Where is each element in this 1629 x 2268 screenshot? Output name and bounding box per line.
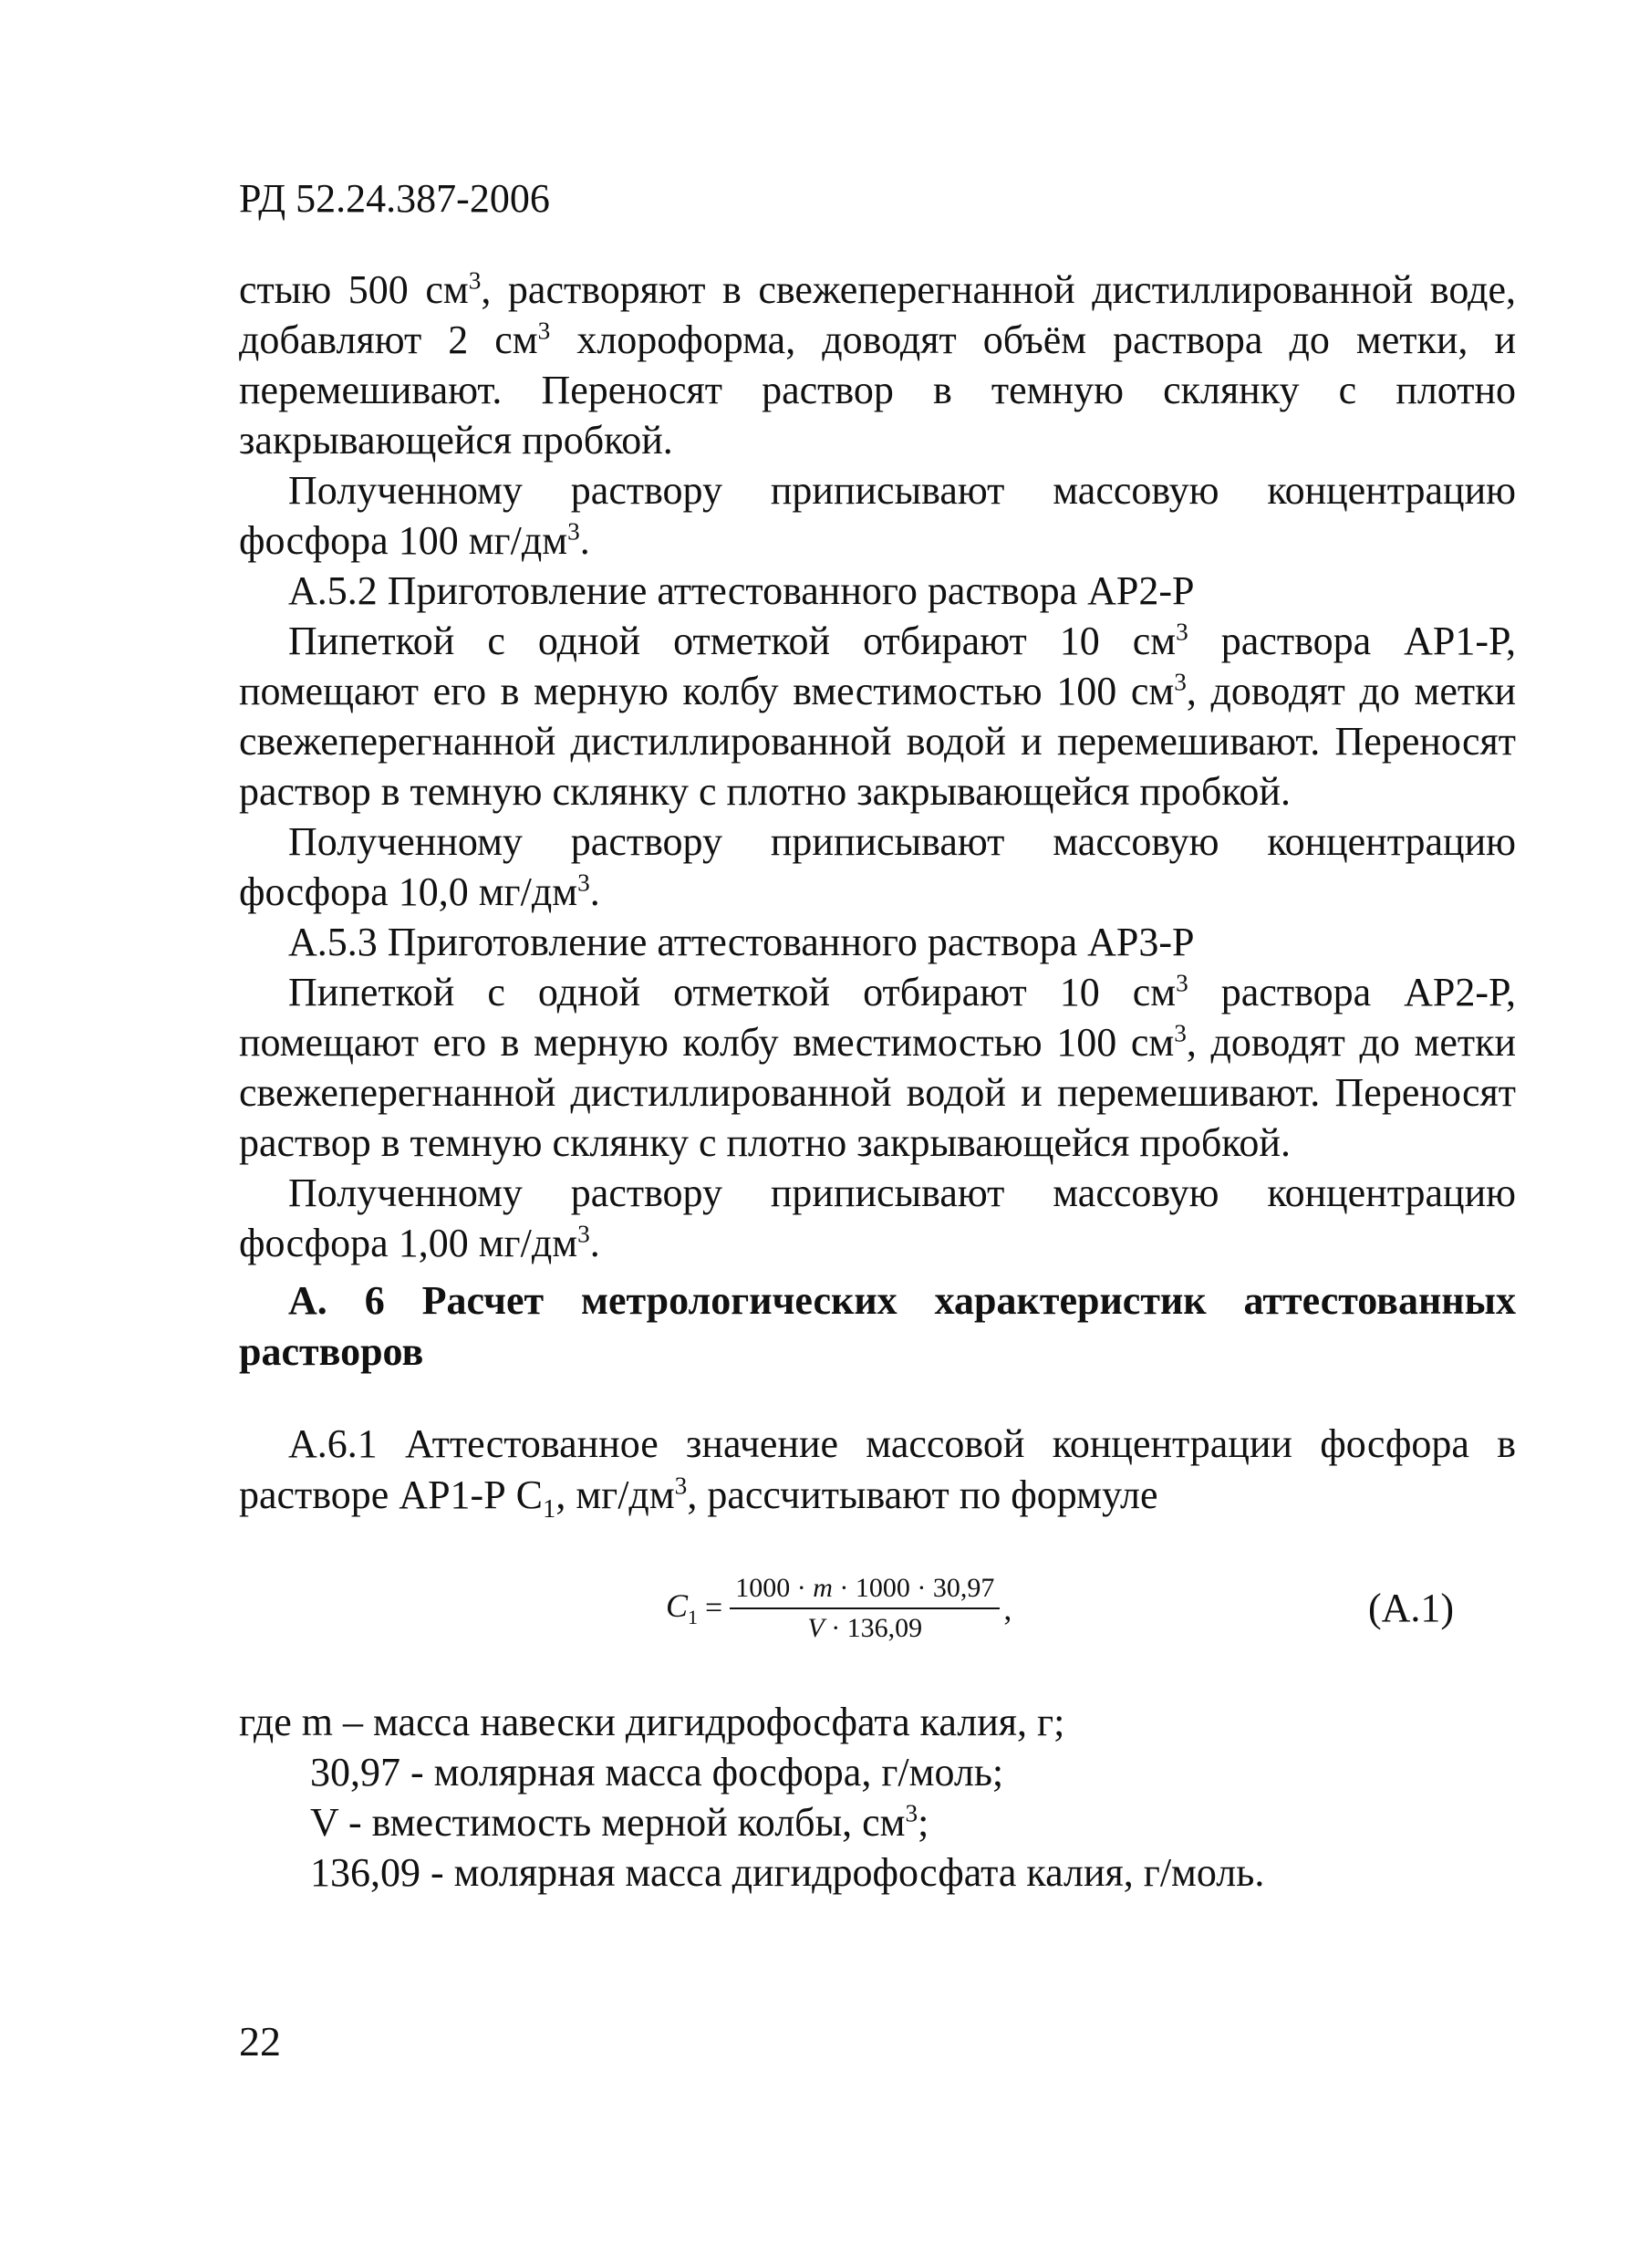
document-id: РД 52.24.387-2006 [239, 176, 550, 221]
paragraph-concentration-ar1: Полученному раствору приписывают массовую концентрацию фосфора 100 $мг/дм^3$. [239, 468, 1516, 563]
paragraph-a61: А.6.1 Аттестованное значение массовой концентрации фосфора в растворе АР1-Р $С_1$, $мг/дм^3$, рассчитывают по формуле [239, 1421, 1516, 1524]
formula-numerator: 1000 · m · 1000 · 30,97 [730, 1573, 1000, 1609]
definition-molar-mass-p: 30,97 - молярная масса фосфора, г/моль; [310, 1750, 1004, 1795]
body-text [239, 265, 1516, 1268]
formula-a1 [666, 1567, 1012, 1649]
formula-comma: , [1003, 1590, 1012, 1627]
formula-lhs: $C_1$ [666, 1587, 699, 1629]
section-heading-a6: А. 6 Расчет метрологических характеристик аттестованных растворов [239, 1278, 1516, 1374]
subsection-heading-a53: А.5.3 Приготовление аттестованного раствора АР3-Р [288, 920, 1195, 964]
paragraph-prep-ar3: Пипеткой с одной отметкой отбирают 10 $см^3$ раствора АР2-Р, помещают его в мерную колбу вместимостью 100 $см^3$, доводят до метки свежеперегнанной дистиллированной водой и перемешивают. Переносят раствор в темную склянку с плотно закрывающейся пробкой. [239, 969, 1517, 1165]
definition-v: V - вместимость мерной колбы, $см^3$; [310, 1799, 929, 1845]
definition-molar-mass-kh2po4: 136,09 - молярная масса дигидрофосфата калия, г/моль. [310, 1850, 1265, 1895]
formula-equals: = [705, 1591, 723, 1625]
page-number: 22 [239, 2018, 281, 2065]
paragraph-prep-ar2: Пипеткой с одной отметкой отбирают 10 $см^3$ раствора АР1-Р, помещают его в мерную колбу вместимостью 100 $см^3$, доводят до метки свежеперегнанной дистиллированной водой и перемешивают. Переносят раствор в темную склянку с плотно закрывающейся пробкой. [239, 618, 1517, 814]
formula-fraction [730, 1573, 1000, 1644]
paragraph-continuation: стыю 500 $см^3$, растворяют в свежеперегнанной дистиллированной воде, добавляют 2 $см^3$ хлороформа, доводят объём раствора до метки, и перемешивают. Переносят раствор в темную склянку с плотно закрывающейся пробкой. [239, 266, 1516, 463]
formula-denominator: V · 136,09 [807, 1613, 923, 1643]
formula-number: (А.1) [1368, 1586, 1455, 1630]
subsection-heading-a52: А.5.2 Приготовление аттестованного раствора АР2-Р [288, 568, 1195, 613]
definition-m: где m – масса навески дигидрофосфата калия, г; [239, 1700, 1065, 1744]
paragraph-concentration-ar2: Полученному раствору приписывают массовую концентрацию фосфора 10,0 $мг/дм^3$. [239, 819, 1516, 914]
variable-definitions [239, 1697, 1264, 1898]
paragraph-concentration-ar3: Полученному раствору приписывают массовую концентрацию фосфора 1,00 $мг/дм^3$. [239, 1170, 1516, 1265]
